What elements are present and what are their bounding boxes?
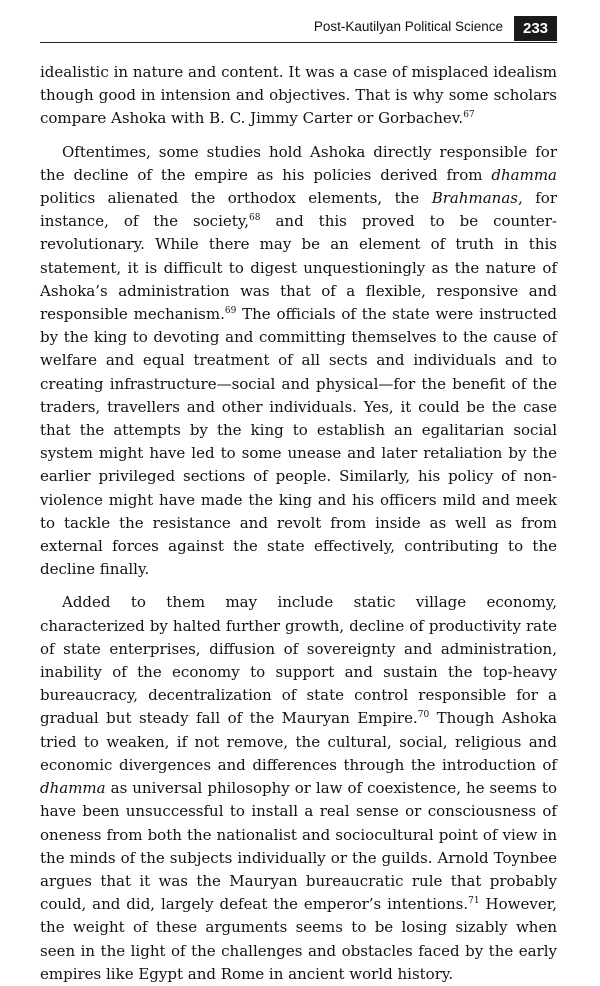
page-header [40, 16, 557, 43]
italic-term: dhamma [491, 165, 557, 184]
footnote-ref: 68 [249, 213, 261, 224]
text-run: Oftentimes, some studies hold Ashoka directly responsible for the decline of the empire as his policies derived from [40, 142, 557, 184]
text-run: politics alienated the orthodox elements, the [40, 189, 432, 208]
page-number: 233 [514, 16, 557, 41]
text-run: The officials of the state were instructed by the king to devoting and committing themselves to the cause of welfare and equal treatment of all sects and individuals and to creating infrastructure—social and physical—for the benefit of the traders, travellers and other individuals. Yes, it could be the case that the attempts by the king to establish an egalitarian social system might have led to some unease and later retaliation by the earlier privileged sections of people. Similarly, his policy of non-violence might have made the king and his officers mild and meek to tackle the resistance and revolt from inside as well as from external forces against the state effectively, contributing to the decline finally. [40, 305, 557, 579]
footnote-ref: 71 [468, 896, 480, 907]
text-run: as universal philosophy or law of coexistence, he seems to have been unsuccessful to install a real sense or consciousness of oneness from both the nationalist and sociocultural point of view in the minds of the subjects individually or the guilds. Arnold Toynbee argues that it was the Mauryan bureaucratic rule that probably could, and did, largely defeat the emperor’s intentions. [40, 779, 557, 914]
paragraph [40, 61, 557, 131]
text-run: idealistic in nature and content. It was a case of misplaced idealism though good in intension and objectives. That is why some scholars compare Ashoka with B. C. Jimmy Carter or Gorbachev. [40, 63, 557, 128]
text-run: Though Ashoka tried to weaken, if not remove, the cultural, social, religious and economic divergences and differences through the introduction of [40, 709, 557, 774]
text-run: , for instance, of the society, [40, 189, 558, 231]
italic-term: dhamma [40, 779, 106, 798]
text-run: However, the weight of these arguments seems to be losing sizably when seen in the light of the challenges and obstacles faced by the early empires like Egypt and Rome in ancient world history. [40, 895, 557, 983]
running-head: Post-Kautilyan Political Science [313, 19, 503, 34]
paragraph [40, 141, 557, 582]
text-run: and this proved to be counter-revolutionary. While there may be an element of truth in this statement, it is difficult to digest unquestioningly as the nature of Ashoka’s administration was that of a flexible, responsive and responsible mechanism. [40, 212, 557, 324]
footnote-ref: 67 [463, 110, 475, 121]
italic-term: Brahmanas [431, 189, 518, 208]
text-run: Added to them may include static village economy, characterized by halted further growth, decline of productivity rate of state enterprises, diffusion of sovereignty and administration, inability of the economy to support and sustain the top-heavy bureaucracy, decentralization of state control responsible for a gradual but steady fall of the Mauryan Empire. [40, 593, 557, 728]
footnote-ref: 70 [417, 710, 430, 721]
body-text [40, 61, 557, 986]
footnote-ref: 69 [224, 306, 237, 317]
paragraph [40, 591, 557, 985]
